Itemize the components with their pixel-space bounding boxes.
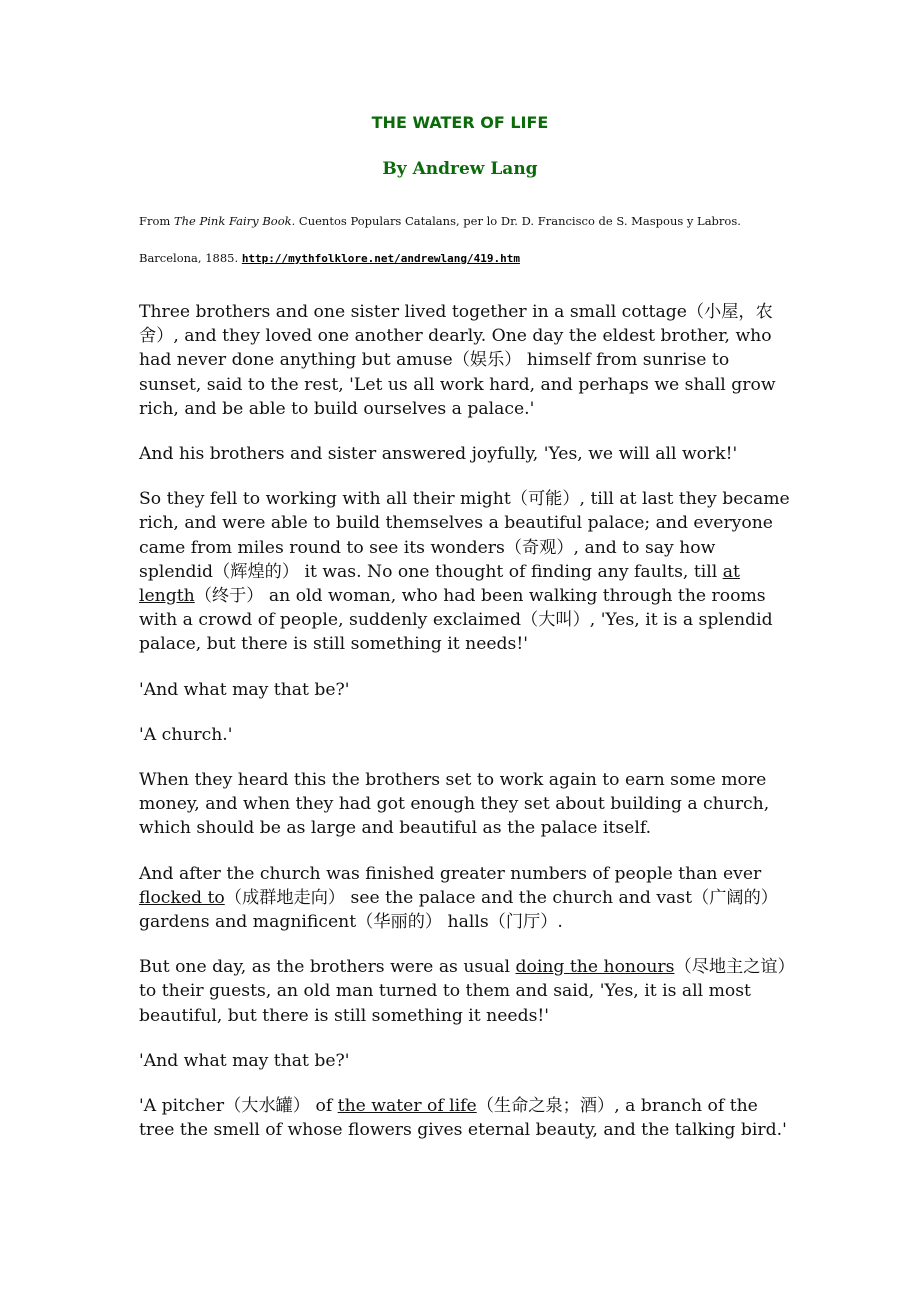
paragraph-10-text-a: 'A pitcher（大水罐） of	[139, 1096, 338, 1117]
underlined-phrase-at-length: at length	[139, 561, 740, 607]
source-place-year: Barcelona, 1885.	[139, 251, 242, 265]
paragraph-10-text-b: （生命之泉；酒）, a branch of the tree the smell of whose flowers gives eternal beauty, and the talking bird.'	[139, 1096, 787, 1141]
paragraph-9: 'And what may that be?'	[139, 1050, 350, 1071]
paragraph-3	[139, 487, 794, 656]
story-body	[139, 300, 794, 1163]
paragraph-6: When they heard this the brothers set to work again to earn some more money, and when they had got enough they set about building a church, which should be as large and beautiful as the palace itself.	[139, 770, 770, 839]
paragraph-4: 'And what may that be?'	[139, 679, 350, 700]
paragraph-8-text-b: （尽地主之谊）to their guests, an old man turned to them and said, 'Yes, it is all most beautiful, but there is still something it needs!'	[139, 957, 787, 1026]
source-book-title: The Pink Fairy Book.	[173, 214, 296, 228]
source-prefix: From	[139, 214, 174, 228]
paragraph-10	[139, 1094, 794, 1142]
paragraph-7	[139, 862, 794, 935]
source-rest: Cuentos Populars Catalans, per lo Dr. D. Francisco de S. Maspous y Labros.	[295, 214, 741, 228]
paragraph-3-text-a: So they fell to working with all their might（可能）, till at last they became rich, and were able to build themselves a beautiful palace; and everyone came from miles round to see its wonders（奇观）, and to say how splendid（辉煌的） it was. No one thought of finding any faults, till	[139, 489, 790, 582]
underlined-phrase-flocked-to: flocked to	[139, 887, 225, 908]
underlined-phrase-doing-the-honours: doing the honours	[515, 957, 675, 978]
source-link[interactable]: http://mythfolklore.net/andrewlang/419.htm	[241, 252, 520, 265]
document-title: THE WATER OF LIFE	[371, 113, 549, 132]
paragraph-7-text-a: And after the church was finished greater numbers of people than ever	[139, 863, 762, 884]
paragraph-8-text-a: But one day, as the brothers were as usual	[139, 957, 516, 978]
underlined-phrase-water-of-life: the water of life	[337, 1096, 477, 1117]
author-byline: By Andrew Lang	[382, 159, 538, 179]
paragraph-3-text-b: （终于） an old woman, who had been walking through the rooms with a crowd of people, suddenly exclaimed（大叫）, 'Yes, it is a splendid palace, but there is still something it needs!'	[139, 586, 773, 655]
source-citation-line2	[139, 251, 799, 265]
paragraph-5: 'A church.'	[139, 724, 233, 745]
paragraph-7-text-b: （成群地走向） see the palace and the church and vast（广阔的） gardens and magnificent（华丽的） halls（门厅）.	[139, 887, 778, 933]
paragraph-1: Three brothers and one sister lived together in a small cottage（小屋，农舍）, and they loved one another dearly. One day the eldest brother, who had never done anything but amuse（娱乐） himself from sunrise to sunset, said to the rest, 'Let us all work hard, and perhaps we shall grow rich, and be able to build ourselves a palace.'	[139, 302, 776, 419]
paragraph-2: And his brothers and sister answered joyfully, 'Yes, we will all work!'	[139, 444, 738, 465]
paragraph-8	[139, 955, 794, 1028]
source-citation	[139, 214, 799, 228]
